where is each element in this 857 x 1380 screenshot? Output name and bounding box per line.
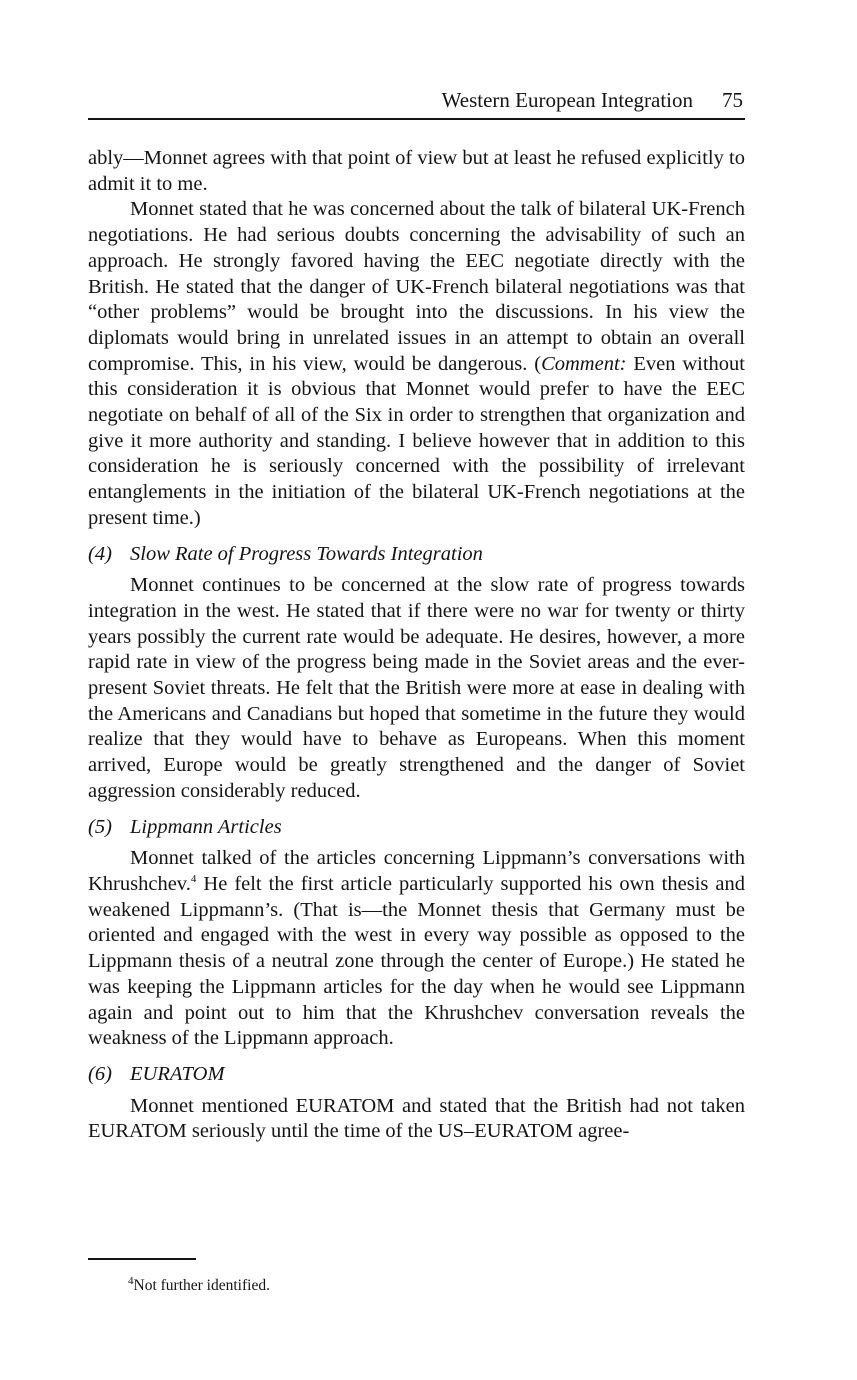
footnote-divider bbox=[88, 1258, 196, 1260]
section-heading-4 bbox=[88, 542, 745, 568]
section-number: (6) bbox=[88, 1062, 112, 1085]
section-number: (5) bbox=[88, 815, 112, 838]
paragraph-text: He felt the first article particularly supported his own thesis and weakened Lippmann’s. (That is—the Monnet thesis that Germany must be oriented and engaged with the west in every way possible as opposed to the Lippmann thesis of a neutral zone through the center of Europe.) He stated he was keeping the Lippmann articles for the day when he would see Lippmann again and point out to him that the Khrushchev conversation reveals the weakness of the Lippmann approach. bbox=[88, 872, 745, 1050]
paragraph-continued: ably—Monnet agrees with that point of view but at least he refused explicitly to admit it to me. bbox=[88, 147, 745, 195]
paragraph-lippmann-articles bbox=[88, 846, 745, 1052]
section-number: (4) bbox=[88, 542, 112, 565]
footnote-reference: 4 bbox=[190, 873, 197, 886]
paragraph-slow-progress: Monnet continues to be concerned at the slow rate of progress towards integration in the west. He stated that if there were no war for twenty or thirty years possibly the current rate would be adequate. He desires, however, a more rapid rate in view of the progress being made in the Soviet areas and the ever-present Soviet threats. He felt that the British were more at ease in dealing with the Americans and Canadians but hoped that sometime in the future they would realize that they would have to behave as Europeans. When this moment arrived, Europe would be greatly strengthened and the danger of Soviet aggression considerably reduced. bbox=[88, 574, 745, 802]
section-title: Lippmann Articles bbox=[130, 815, 282, 838]
paragraph-euratom: Monnet mentioned EURATOM and stated that the British had not taken EURATOM seriously until the time of the US–EURATOM agree- bbox=[88, 1094, 745, 1143]
section-title: EURATOM bbox=[130, 1062, 225, 1085]
comment-label: Comment: bbox=[541, 352, 627, 375]
paragraph-bilateral-negotiations bbox=[88, 197, 745, 531]
section-heading-6 bbox=[88, 1062, 745, 1088]
running-header bbox=[88, 86, 745, 120]
section-heading-5 bbox=[88, 815, 745, 841]
footnote-marker: 4 bbox=[128, 1274, 134, 1287]
section-title: Slow Rate of Progress Towards Integration bbox=[130, 542, 483, 565]
paragraph-text: Even without this consideration it is obvious that Monnet would prefer to have the EEC negotiate on behalf of all of the Six in order to strengthen that organization and give it more authority and standing. I believe however that in addition to this consideration he is seriously concerned with the possibility of irrelevant entanglements in the initiation of the bilateral UK-French negotiations at the present time.) bbox=[88, 352, 745, 529]
page-number: 75 bbox=[722, 88, 743, 112]
body-text bbox=[88, 146, 745, 1145]
footnote bbox=[128, 1276, 270, 1296]
running-title: Western European Integration bbox=[441, 88, 693, 112]
footnote-text: Not further identified. bbox=[133, 1277, 270, 1294]
paragraph-text: Monnet stated that he was concerned about the talk of bilateral UK-French negotiations. He had serious doubts concerning the advisability of such an approach. He strongly favored having the EEC negotiate directly with the British. He stated that the danger of UK-French bilateral negotiations was that “other problems” would be brought into the discussions. In his view the diplomats would bring in unrelated issues in an attempt to obtain an overall compromise. This, in his view, would be dangerous. ( bbox=[88, 198, 745, 375]
paragraph-text: Monnet talked of the articles concerning Lippmann’s conversations with Khrushchev. bbox=[88, 847, 745, 895]
